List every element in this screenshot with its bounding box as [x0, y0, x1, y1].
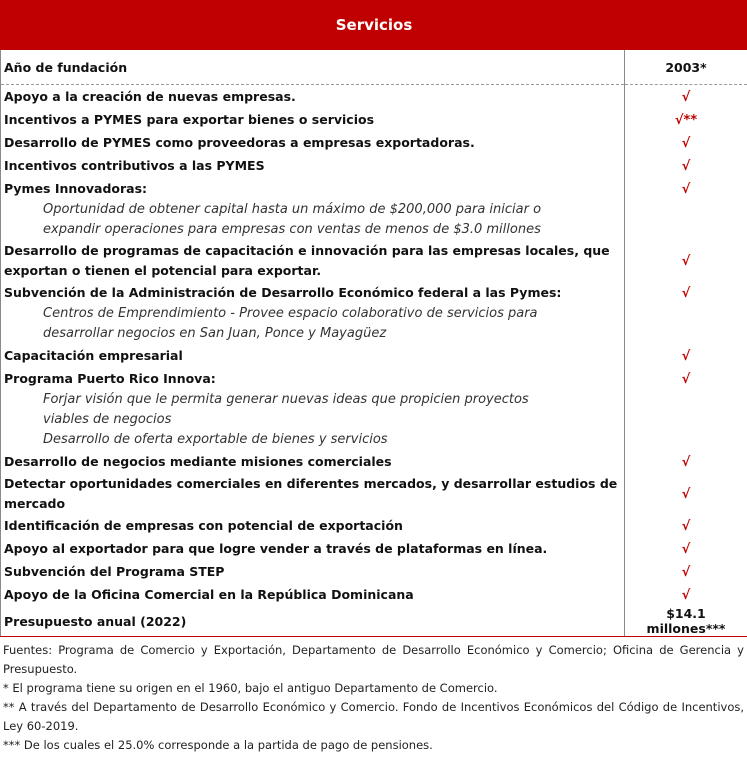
service-mark-cell [625, 85, 747, 109]
check-icon: √ [681, 181, 691, 197]
service-label: Desarrollo de negocios mediante misiones comerciales [4, 454, 392, 469]
year-value: 2003* [625, 50, 747, 85]
check-icon: √ [681, 518, 691, 534]
service-row [1, 450, 747, 473]
service-label: Detectar oportunidades comerciales en diferentes mercados, y desarrollar estudios de mercado [4, 475, 618, 511]
check-icon: √ [681, 371, 691, 387]
service-row [1, 473, 747, 514]
sub-item-text: Desarrollo de oferta exportable de bienes y servicios [43, 432, 388, 447]
service-label: Subvención de la Administración de Desarrollo Económico federal a las Pymes: [4, 285, 562, 300]
empty-cell [625, 200, 747, 240]
sub-item-row [1, 304, 747, 344]
budget-label: Presupuesto anual (2022) [1, 606, 625, 637]
year-row [1, 50, 747, 85]
service-row [1, 177, 747, 200]
service-row [1, 240, 747, 281]
service-label: Pymes Innovadoras: [4, 181, 148, 196]
service-row [1, 344, 747, 367]
service-label: Desarrollo de PYMES como proveedoras a empresas exportadoras. [4, 135, 475, 150]
check-icon: √ [681, 158, 691, 174]
service-mark-cell [625, 240, 747, 281]
service-mark-cell [625, 131, 747, 154]
service-mark-cell [625, 560, 747, 583]
check-icon: √ [681, 135, 691, 151]
footnote-3: *** De los cuales el 25.0% corresponde a la partida de pago de pensiones. [3, 738, 433, 752]
footnotes [0, 637, 747, 755]
service-mark-cell [625, 537, 747, 560]
sub-item-text: Centros de Emprendimiento - Provee espacio colaborativo de servicios para desarrollar negocios en San Juan, Ponce y Mayagüez [43, 306, 538, 341]
service-row [1, 85, 747, 109]
service-row [1, 583, 747, 606]
sources-note: Fuentes: Programa de Comercio y Exportación, Departamento de Desarrollo Económico y Comercio; Oficina de Gerencia y Presupuesto. [3, 643, 744, 676]
service-row [1, 108, 747, 131]
service-row [1, 537, 747, 560]
budget-value: $14.1 millones*** [625, 606, 747, 637]
service-label: Incentivos a PYMES para exportar bienes o servicios [4, 112, 375, 127]
budget-row [1, 606, 747, 637]
check-icon: √ [681, 564, 691, 580]
check-icon: √ [681, 89, 691, 105]
check-icon: √ [681, 348, 691, 364]
service-row [1, 131, 747, 154]
service-label: Desarrollo de programas de capacitación e innovación para las empresas locales, que exportan o tienen el potencial para exportar. [4, 242, 610, 278]
year-label: Año de fundación [1, 50, 625, 85]
service-label: Identificación de empresas con potencial de exportación [4, 518, 403, 533]
service-row [1, 154, 747, 177]
service-mark-cell [625, 473, 747, 514]
service-row [1, 514, 747, 537]
footnote-2: ** A través del Departamento de Desarrollo Económico y Comercio. Fondo de Incentivos Económicos del Código de Incentivos, Ley 60-2019. [3, 700, 744, 733]
service-mark-cell [625, 108, 747, 131]
empty-cell [625, 430, 747, 450]
sub-item-row [1, 200, 747, 240]
service-label: Incentivos contributivos a las PYMES [4, 158, 265, 173]
sub-item-row [1, 430, 747, 450]
sub-item-text: Oportunidad de obtener capital hasta un máximo de $200,000 para iniciar o expandir operaciones para empresas con ventas de menos de $3.0 millones [43, 202, 542, 237]
footnote-1: * El programa tiene su origen en el 1960, bajo el antiguo Departamento de Comercio. [3, 681, 498, 695]
check-icon: √ [681, 454, 691, 470]
empty-cell [625, 390, 747, 430]
check-icon: √ [681, 486, 691, 502]
check-icon: √ [681, 253, 691, 269]
service-label: Apoyo de la Oficina Comercial en la República Dominicana [4, 587, 414, 602]
check-icon: √ [681, 285, 691, 301]
check-icon: √ [681, 541, 691, 557]
service-mark-cell [625, 514, 747, 537]
empty-cell [625, 304, 747, 344]
service-mark-cell [625, 344, 747, 367]
service-label: Subvención del Programa STEP [4, 564, 225, 579]
table-header-title: Servicios [1, 0, 747, 50]
service-row [1, 367, 747, 390]
service-label: Apoyo a la creación de nuevas empresas. [4, 89, 296, 104]
service-mark-cell [625, 367, 747, 390]
sub-item-row [1, 390, 747, 430]
service-mark-cell [625, 154, 747, 177]
check-icon: √ [681, 587, 691, 603]
service-label: Capacitación empresarial [4, 348, 183, 363]
service-mark-cell [625, 281, 747, 304]
service-mark-cell [625, 583, 747, 606]
service-mark-cell [625, 177, 747, 200]
service-mark-cell [625, 450, 747, 473]
table-body [1, 50, 747, 637]
service-row [1, 281, 747, 304]
service-row [1, 560, 747, 583]
sub-item-text: Forjar visión que le permita generar nuevas ideas que propicien proyectos viables de negocios [43, 392, 529, 427]
check-icon: √** [674, 112, 698, 128]
service-label: Apoyo al exportador para que logre vender a través de plataformas en línea. [4, 541, 548, 556]
service-label: Programa Puerto Rico Innova: [4, 371, 216, 386]
